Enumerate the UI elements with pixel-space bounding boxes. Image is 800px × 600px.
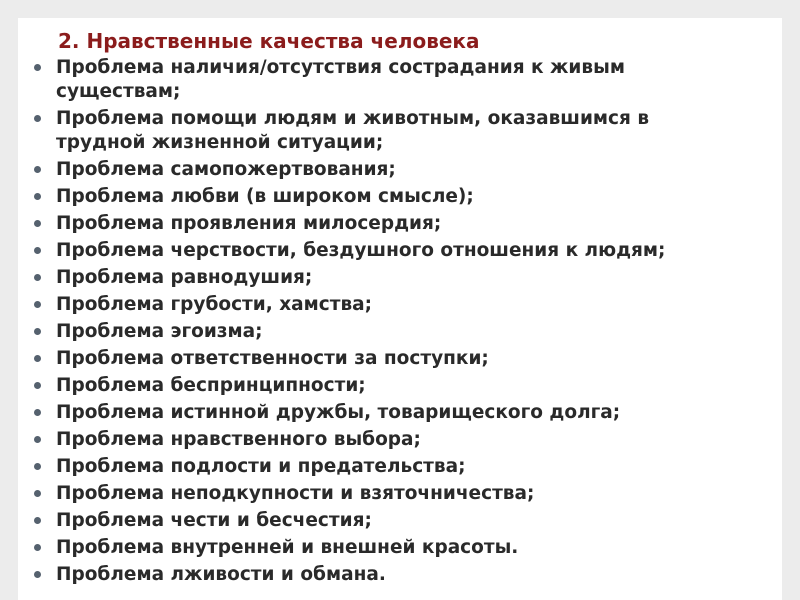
list-item-text: Проблема нравственного выбора; bbox=[56, 429, 421, 450]
list-item bbox=[30, 374, 770, 398]
bullet-icon bbox=[34, 274, 41, 281]
list-item bbox=[30, 107, 770, 155]
slide-title: 2. Нравственные качества человека bbox=[58, 29, 480, 53]
list-item-text: Проблема проявления милосердия; bbox=[56, 213, 442, 234]
bullet-icon bbox=[34, 490, 41, 497]
bullet-icon bbox=[34, 220, 41, 227]
list-item-text: Проблема черствости, бездушного отношения к людям; bbox=[56, 240, 666, 261]
list-item-text: Проблема неподкупности и взяточничества; bbox=[56, 483, 535, 504]
list-item-text: Проблема самопожертвования; bbox=[56, 159, 396, 180]
list-item bbox=[30, 347, 770, 371]
list-item bbox=[30, 482, 770, 506]
list-item bbox=[30, 509, 770, 533]
bullet-icon bbox=[34, 436, 41, 443]
bullet-icon bbox=[34, 115, 41, 122]
list-item-text: Проблема внутренней и внешней красоты. bbox=[56, 537, 519, 558]
bullet-icon bbox=[34, 463, 41, 470]
list-item bbox=[30, 266, 770, 290]
list-item bbox=[30, 320, 770, 344]
list-item bbox=[30, 563, 770, 587]
list-item-text: Проблема подлости и предательства; bbox=[56, 456, 466, 477]
bullet-icon bbox=[34, 166, 41, 173]
list-item-text: Проблема наличия/отсутствия сострадания к живым существам; bbox=[56, 57, 625, 102]
list-item-text: Проблема ответственности за поступки; bbox=[56, 348, 489, 369]
list-item-text: Проблема помощи людям и животным, оказавшимся в трудной жизненной ситуации; bbox=[56, 108, 650, 153]
bullet-icon bbox=[34, 571, 41, 578]
bullet-icon bbox=[34, 382, 41, 389]
bullet-icon bbox=[34, 517, 41, 524]
list-item-text: Проблема лживости и обмана. bbox=[56, 564, 386, 585]
bullet-icon bbox=[34, 355, 41, 362]
list-item-text: Проблема беспринципности; bbox=[56, 375, 366, 396]
list-item-text: Проблема любви (в широком смысле); bbox=[56, 186, 474, 207]
bullet-icon bbox=[34, 409, 41, 416]
list-item-text: Проблема чести и бесчестия; bbox=[56, 510, 372, 531]
list-item bbox=[30, 455, 770, 479]
list-item-text: Проблема эгоизма; bbox=[56, 321, 263, 342]
list-item-text: Проблема грубости, хамства; bbox=[56, 294, 373, 315]
bullet-icon bbox=[34, 64, 41, 71]
bullet-icon bbox=[34, 544, 41, 551]
slide bbox=[18, 18, 782, 600]
list-item-text: Проблема истинной дружбы, товарищеского долга; bbox=[56, 402, 621, 423]
list-item bbox=[30, 158, 770, 182]
list-item bbox=[30, 428, 770, 452]
list-item bbox=[30, 56, 770, 104]
bullet-icon bbox=[34, 193, 41, 200]
list-item bbox=[30, 212, 770, 236]
bullet-icon bbox=[34, 328, 41, 335]
list-item bbox=[30, 293, 770, 317]
problem-list bbox=[30, 56, 770, 590]
list-item bbox=[30, 185, 770, 209]
bullet-icon bbox=[34, 247, 41, 254]
bullet-icon bbox=[34, 301, 41, 308]
list-item bbox=[30, 401, 770, 425]
list-item bbox=[30, 239, 770, 263]
list-item bbox=[30, 536, 770, 560]
list-item-text: Проблема равнодушия; bbox=[56, 267, 313, 288]
